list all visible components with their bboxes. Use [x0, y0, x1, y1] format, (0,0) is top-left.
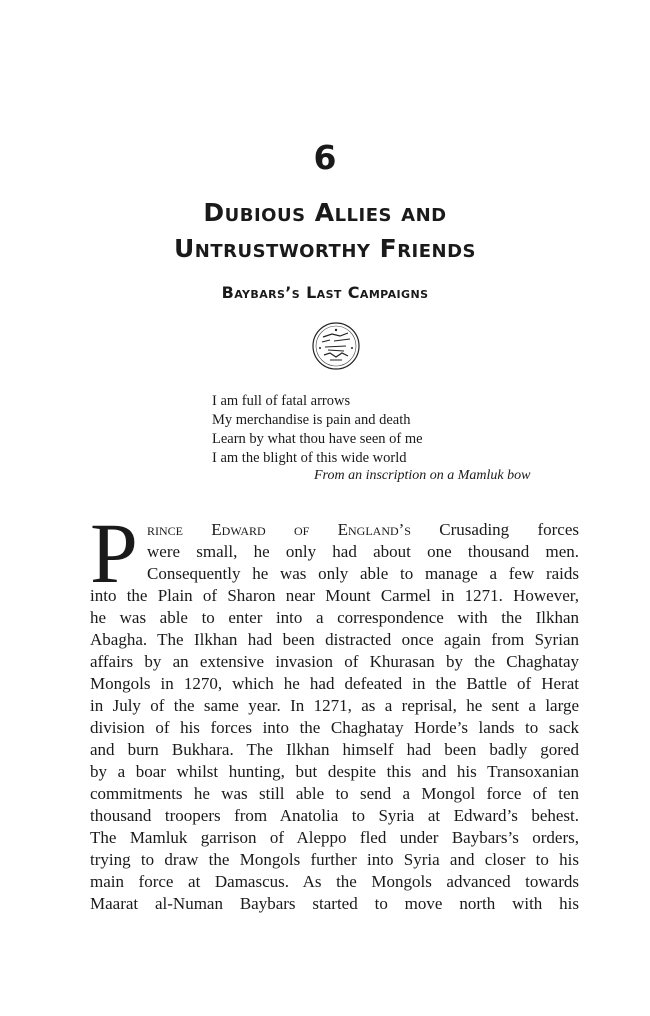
chapter-title-line-1: Dubious Allies and [203, 198, 447, 227]
body-line: in July of the same year. In 1271, as a reprisal, he sent a large [90, 696, 579, 715]
epigraph [212, 392, 572, 468]
body-line: Maarat al-Numan Baybars started to move north with his [90, 894, 579, 913]
body-line: were small, he only had about one thousand men. [147, 542, 579, 561]
body-line: division of his forces into the Chaghatay Horde’s lands to sack [90, 718, 579, 737]
body-line: Abagha. The Ilkhan had been distracted once again from Syrian [90, 630, 579, 649]
epigraph-source: From an inscription on a Mamluk bow [314, 468, 531, 483]
body-line: affairs by an extensive invasion of Khurasan by the Chaghatay [90, 652, 579, 671]
seal-ornament-icon [310, 320, 362, 372]
epigraph-line: I am the blight of this wide world [212, 450, 407, 466]
body-line: into the Plain of Sharon near Mount Carmel in 1271. However, [90, 586, 579, 605]
body-line: thousand troopers from Anatolia to Syria at Edward’s behest. [90, 806, 579, 825]
chapter-subtitle: Baybars’s Last Campaigns [221, 283, 429, 302]
body-line: The Mamluk garrison of Aleppo fled under Baybars’s orders, [90, 828, 579, 847]
chapter-title-line-2: Untrustworthy Friends [173, 234, 477, 263]
smallcaps-lead: rince Edward of England’s [147, 520, 411, 539]
epigraph-line: I am full of fatal arrows [212, 393, 351, 409]
body-line [147, 519, 579, 541]
body-line: trying to draw the Mongols further into Syria and closer to his [90, 850, 579, 869]
chapter-number: 6 [313, 138, 337, 177]
body-line: he was able to enter into a correspondence with the Ilkhan [90, 608, 579, 627]
body-line: commitments he was still able to send a Mongol force of ten [90, 784, 579, 803]
body-line: Mongols in 1270, which he had defeated in the Battle of Herat [90, 674, 579, 693]
epigraph-line: My merchandise is pain and death [212, 412, 411, 428]
first-line-rest: Crusading forces [410, 520, 579, 539]
body-line: main force at Damascus. As the Mongols advanced towards [90, 872, 579, 891]
body-line: Consequently he was only able to manage a few raids [147, 564, 579, 583]
drop-cap: P [90, 505, 138, 601]
body-line: and burn Bukhara. The Ilkhan himself had been badly gored [90, 740, 579, 759]
body-line: by a boar whilst hunting, but despite this and his Transoxanian [90, 762, 579, 781]
epigraph-line: Learn by what thou have seen of me [212, 431, 423, 447]
